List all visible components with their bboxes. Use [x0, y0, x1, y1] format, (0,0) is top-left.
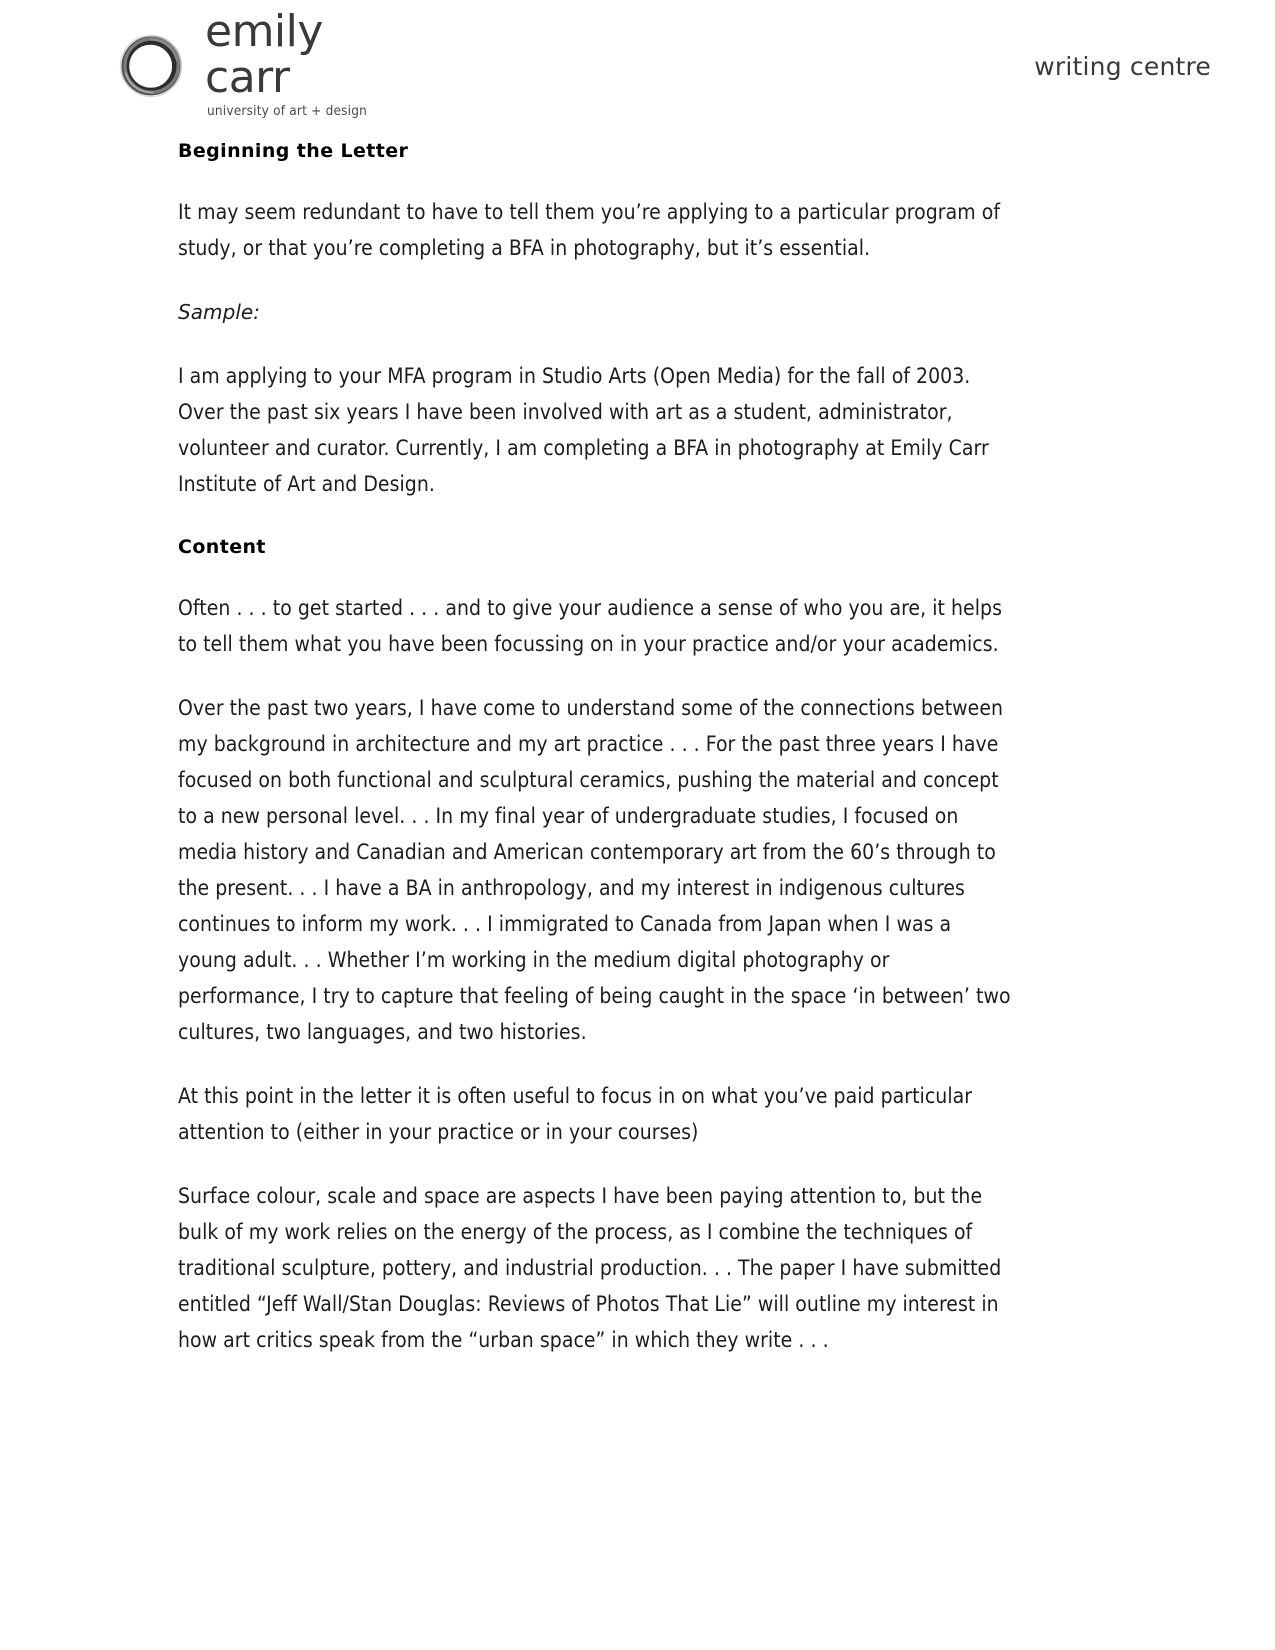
paragraph-at-this-point: At this point in the letter it is often useful to focus in on what you’ve paid particular attention to (either in your practice or in your courses): [178, 1084, 973, 1144]
paragraph-redundant-intro: It may seem redundant to have to tell them you’re applying to a particular program of study, or that you’re completing a BFA in photography, but it’s essential.: [178, 200, 1001, 260]
sample-label: Sample:: [178, 300, 261, 324]
section-heading-beginning-the-letter: Beginning the Letter: [178, 140, 409, 162]
paragraph-often-get-started: Often . . . to get started . . . and to give your audience a sense of who you are, it helps to tell them what you have been focussing on in your practice and/or your academics.: [178, 596, 1002, 656]
document-body: [178, 138, 1016, 1386]
section-heading-content: Content: [178, 536, 266, 558]
ring-logo-icon: [113, 28, 189, 104]
logo-wordmark: [205, 6, 381, 123]
emily-carr-logo: [91, 6, 381, 119]
writing-centre-label: writing centre: [1034, 52, 1211, 81]
paragraph-sample-surface-colour: Surface colour, scale and space are aspects I have been paying attention to, but the bulk of my work relies on the energy of the process, as I combine the techniques of traditional sculpture, pottery, and industrial production. . . The paper I have submitted entitled “Jeff Wall/Stan Douglas: Reviews of Photos That Lie” will outline my interest in how art critics speak from the “urban space” in which they write . . .: [178, 1184, 1002, 1352]
paragraph-sample-mfa-application: I am applying to your MFA program in Studio Arts (Open Media) for the fall of 2003. Over the past six years I have been involved with art as a student, administrator, volunteer and curator. Currently, I am completing a BFA in photography at Emily Carr Institute of Art and Design.: [178, 364, 989, 496]
logo-name-text: emily carr: [205, 6, 323, 103]
logo-tagline-text: university of art + design: [207, 103, 368, 119]
paragraph-sample-connections: Over the past two years, I have come to understand some of the connections between my background in architecture and my art practice . . . For the past three years I have focused on both functional and sculptural ceramics, pushing the material and concept to a new personal level. . . In my final year of undergraduate studies, I focused on media history and Canadian and American contemporary art from the 60’s through to the present. . . I have a BA in anthropology, and my interest in indigenous cultures continues to inform my work. . . I immigrated to Canada from Japan when I was a young adult. . . Whether I’m working in the medium digital photography or performance, I try to capture that feeling of being caught in the space ‘in between’ two cultures, two languages, and two histories.: [178, 696, 1011, 1044]
page-header: [0, 0, 1275, 128]
